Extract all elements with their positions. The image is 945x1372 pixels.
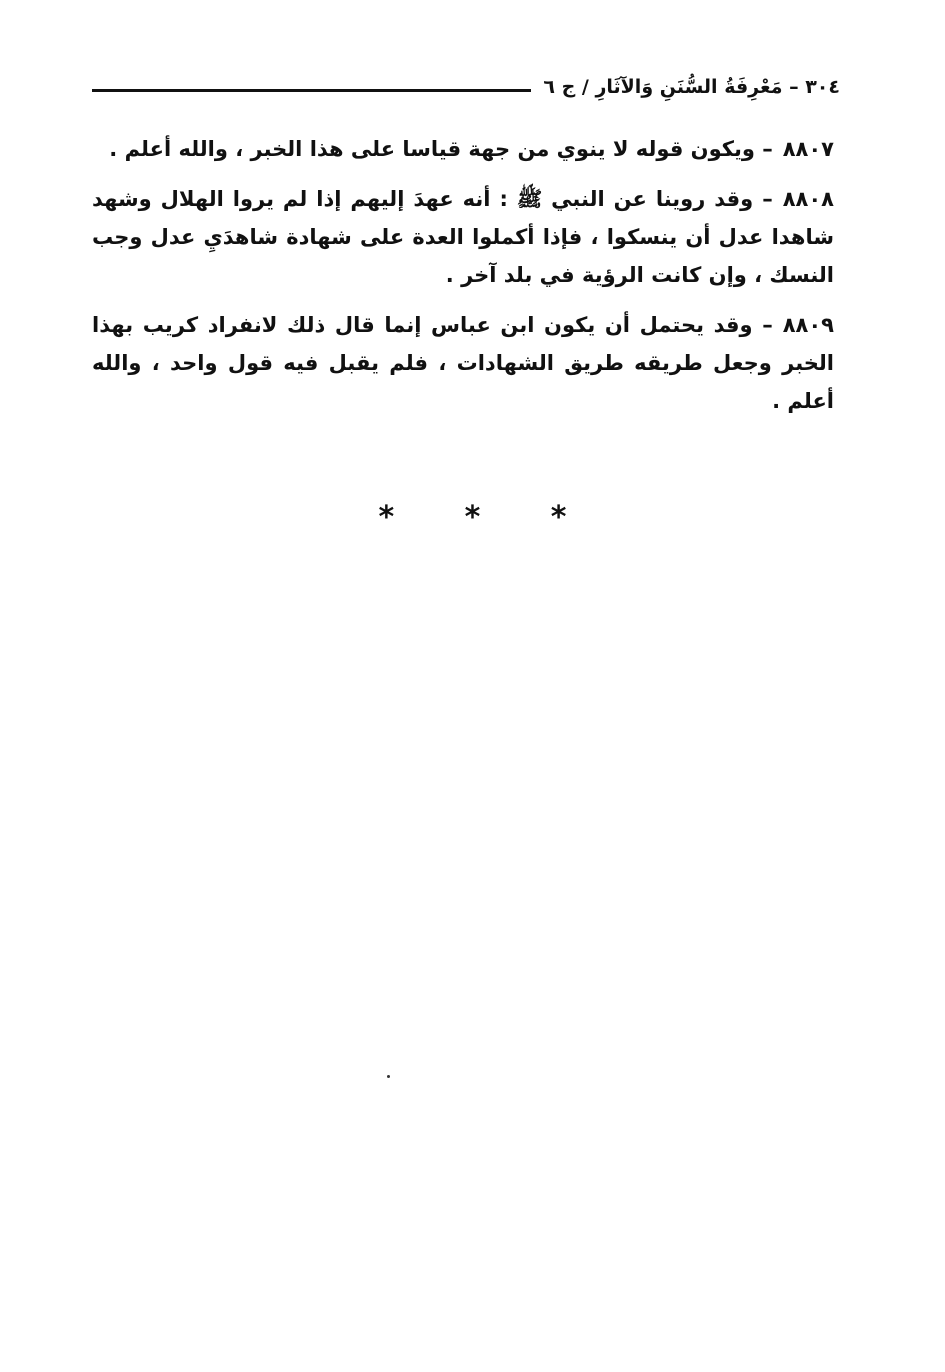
paragraph: [92, 130, 834, 168]
header-rule: [92, 89, 531, 92]
paragraph-number: ٨٨٠٧: [782, 137, 834, 161]
asterisk: *: [378, 500, 395, 535]
asterisk: *: [464, 500, 481, 535]
header-page-title: ٣٠٤ – مَعْرِفَةُ السُّنَنِ وَالآثَارِ / ج ٦: [543, 76, 840, 98]
running-header: [92, 70, 840, 104]
paragraph-text: – وقد يحتمل أن يكون ابن عباس إنما قال ذلك لانفراد كريب بهذا الخبر وجعل طريقه طريق الشهادات ، فلم يقبل فيه قول واحد ، والله أعلم .: [92, 313, 834, 413]
paragraph: [92, 180, 834, 294]
paragraph-number: ٨٨٠٨: [782, 187, 834, 211]
section-separator: [0, 500, 945, 535]
paragraph: [92, 306, 834, 420]
asterisk: *: [550, 500, 567, 535]
paragraph-text: – ويكون قوله لا ينوي من جهة قياسا على هذا الخبر ، والله أعلم .: [109, 137, 773, 161]
paragraph-number: ٨٨٠٩: [782, 313, 834, 337]
main-text: [92, 130, 834, 432]
scan-speck: [387, 1075, 390, 1078]
paragraph-text: – وقد روينا عن النبي ﷺ : أنه عهدَ إليهم إذا لم يروا الهلال وشهد شاهدا عدل أن ينسكوا ، فإذا أكملوا العدة على شهادة شاهدَيِ عدل وجب النسك ، وإن كانت الرؤية في بلد آخر .: [92, 187, 834, 287]
